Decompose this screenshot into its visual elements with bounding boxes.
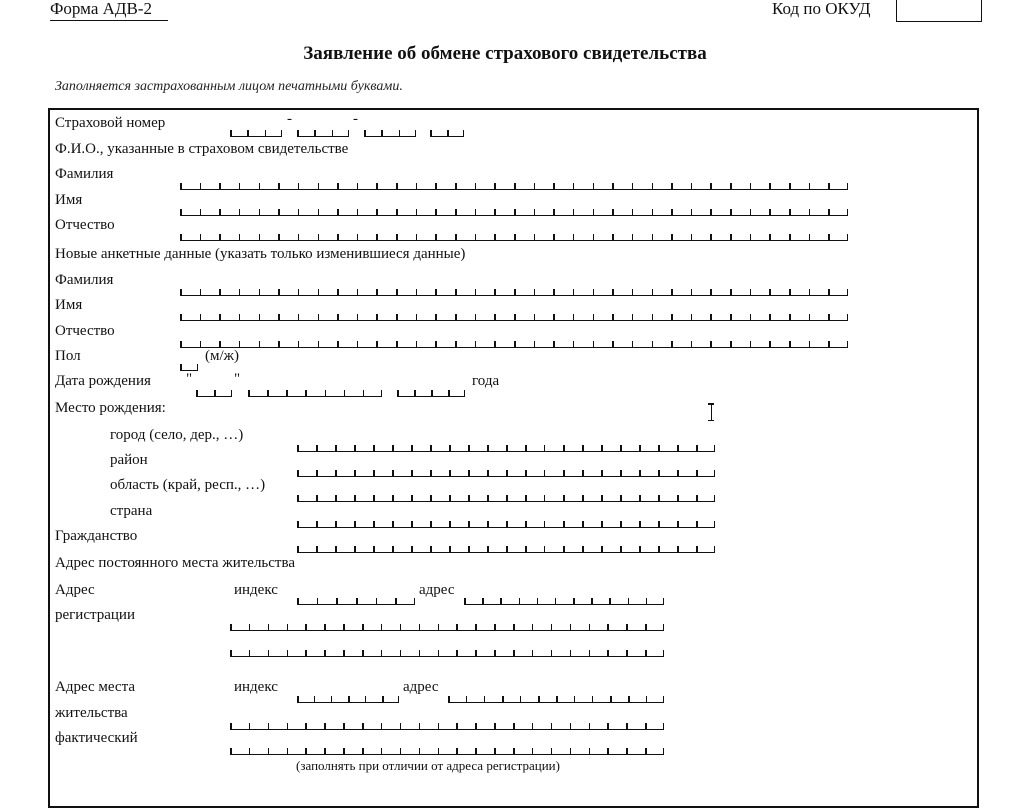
birth-district-field[interactable] xyxy=(297,471,715,477)
gender-label: Пол xyxy=(55,348,81,364)
birth-month-field[interactable] xyxy=(248,391,382,397)
actual-address-field-2[interactable] xyxy=(230,724,664,730)
actual-index-field[interactable] xyxy=(297,697,399,703)
form-name-underline xyxy=(50,20,168,21)
insurance-number-separator: - xyxy=(353,111,358,127)
new-first-name-field[interactable] xyxy=(180,315,848,321)
birth-date-quote-open: " xyxy=(186,371,193,387)
registration-address-inline-label: адрес xyxy=(419,582,455,598)
insurance-number-part2-field[interactable] xyxy=(297,131,349,137)
birth-year-field[interactable] xyxy=(397,391,465,397)
fill-instructions: Заполняется застрахованным лицом печатными буквами. xyxy=(55,79,403,94)
actual-address-inline-label: адрес xyxy=(403,679,439,695)
form-name: Форма АДВ-2 xyxy=(50,0,152,18)
new-last-name-field[interactable] xyxy=(180,290,848,296)
old-patronymic-field[interactable] xyxy=(180,235,848,241)
registration-address-label-line1: Адрес xyxy=(55,582,95,598)
page-title: Заявление об обмене страхового свидетельства xyxy=(303,43,707,64)
new-patronymic-field[interactable] xyxy=(180,342,848,348)
birth-place-label: Место рождения: xyxy=(55,400,166,416)
actual-address-field-1[interactable] xyxy=(448,697,664,703)
old-first-name-field[interactable] xyxy=(180,210,848,216)
fio-old-section-label: Ф.И.О., указанные в страховом свидетельстве xyxy=(55,141,349,157)
birth-region-field[interactable] xyxy=(297,496,715,502)
registration-address-label-line2: регистрации xyxy=(55,607,135,623)
birth-city-field[interactable] xyxy=(297,446,715,452)
insurance-number-part3-field[interactable] xyxy=(364,131,416,137)
birth-date-quote-close: " xyxy=(234,371,241,387)
permanent-address-section-label: Адрес постоянного места жительства xyxy=(55,555,296,571)
registration-index-field[interactable] xyxy=(297,599,415,605)
new-data-section-label: Новые анкетные данные (указать только изменившиеся данные) xyxy=(55,246,466,262)
insurance-number-separator: - xyxy=(287,111,292,127)
birth-country-field[interactable] xyxy=(297,522,715,528)
citizenship-label: Гражданство xyxy=(55,528,138,544)
registration-address-field-3[interactable] xyxy=(230,651,664,657)
old-first-name-label: Имя xyxy=(55,192,83,208)
new-first-name-label: Имя xyxy=(55,297,83,313)
insurance-number-part1-field[interactable] xyxy=(230,131,282,137)
citizenship-field[interactable] xyxy=(297,547,715,553)
old-last-name-field[interactable] xyxy=(180,184,848,190)
birth-country-label: страна xyxy=(110,503,153,519)
birth-day-field[interactable] xyxy=(196,391,232,397)
okud-label: Код по ОКУД xyxy=(772,0,871,18)
birth-year-suffix: года xyxy=(472,373,500,389)
birth-date-label: Дата рождения xyxy=(55,373,151,389)
gender-hint: (м/ж) xyxy=(205,348,240,364)
actual-address-label-line3: фактический xyxy=(55,730,138,746)
old-patronymic-label: Отчество xyxy=(55,217,115,233)
insurance-number-label: Страховой номер xyxy=(55,115,166,131)
actual-index-label: индекс xyxy=(234,679,278,695)
actual-address-note: (заполнять при отличии от адреса регистрации) xyxy=(296,758,560,773)
actual-address-label-line2: жительства xyxy=(55,705,128,721)
new-patronymic-label: Отчество xyxy=(55,323,115,339)
birth-region-label: область (край, респ., …) xyxy=(110,477,266,493)
birth-city-label: город (село, дер., …) xyxy=(110,427,244,443)
text-cursor-icon xyxy=(708,403,714,421)
insurance-number-checksum-field[interactable] xyxy=(430,131,464,137)
actual-address-label-line1: Адрес места xyxy=(55,679,135,695)
birth-district-label: район xyxy=(110,452,148,468)
old-last-name-label: Фамилия xyxy=(55,166,114,182)
okud-code-field[interactable] xyxy=(896,0,982,22)
registration-address-field-1[interactable] xyxy=(464,599,664,605)
new-last-name-label: Фамилия xyxy=(55,272,114,288)
actual-address-field-3[interactable] xyxy=(230,749,664,755)
registration-address-field-2[interactable] xyxy=(230,625,664,631)
registration-index-label: индекс xyxy=(234,582,278,598)
